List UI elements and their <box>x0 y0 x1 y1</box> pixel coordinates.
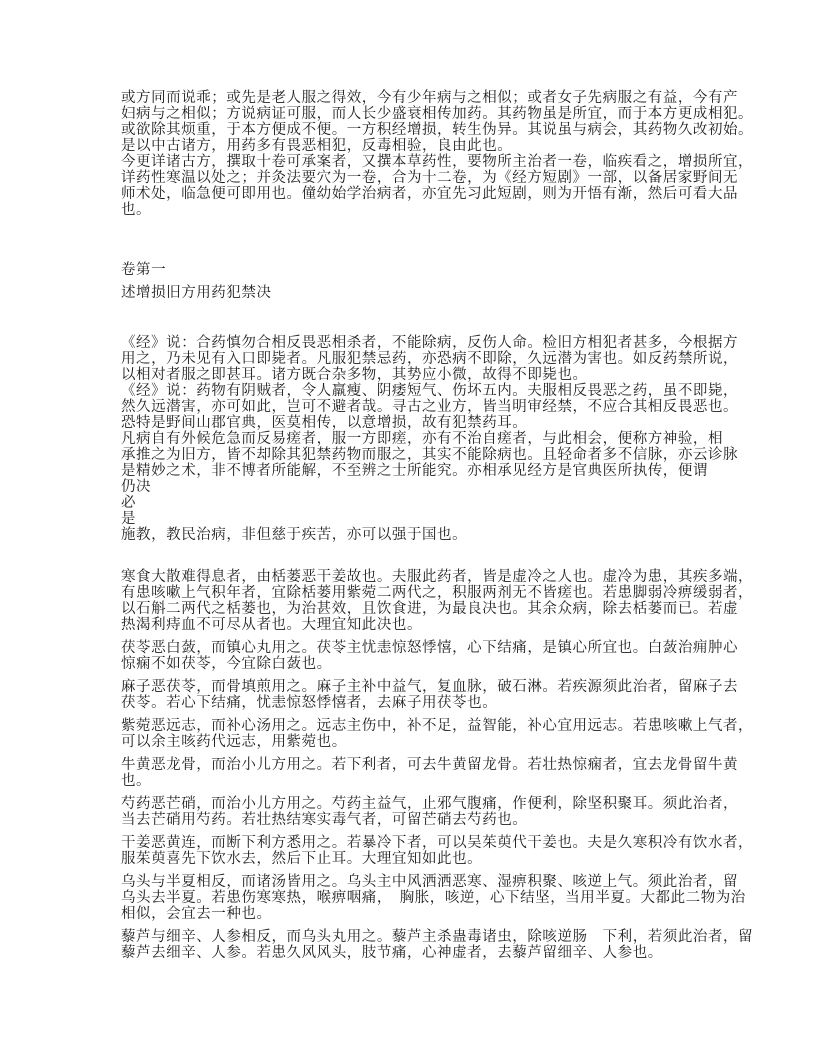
text-line: 以石斛二两代之栝蒌也，为治甚效，且饮食进，为最良决也。其余众病，除去栝蒌而已。若虚 <box>121 601 739 617</box>
text-line: 乌头与半夏相反，而诸汤皆用之。乌头主中风洒洒恶寒、湿痹积聚、咳逆上气。须此治者，留 <box>121 874 739 890</box>
text-line: 承推之为旧方，皆不却除其犯禁药物而服之，其实不能除病也。且轻命者多不信脉，亦云诊脉 <box>121 447 739 463</box>
spacer <box>121 750 747 757</box>
hanshi-dasan-paragraph <box>121 569 754 633</box>
spacer <box>121 867 747 874</box>
text-line: 详药性寒温以处之；并灸法要穴为一卷，合为十二卷，为《经方短剧》一部，以备居家野间无 <box>121 170 739 186</box>
text-line: 热渴利痔血不可尽从者也。大理宜知此决也。 <box>121 617 422 633</box>
lilu-paragraph <box>121 929 754 961</box>
text-line: 芍药恶芒硝，而治小儿方用之。芍药主益气，止邪气腹痛，作便利，除坚积聚耳。须此治者， <box>121 796 739 812</box>
volume-heading <box>121 262 747 278</box>
text-line: 也。 <box>121 202 152 218</box>
text-line: 也。 <box>121 773 152 789</box>
text-line: 紫菀恶远志，而补心汤用之。远志主伤中，补不足，益智能，补心宜用远志。若患咳嗽上气者， <box>121 718 754 734</box>
spacer <box>121 922 747 929</box>
text-line: 恐特是野间山郡官典，医莫相传，以意增损，故有犯禁药耳。 <box>121 415 528 431</box>
text-line: 牛黄恶龙骨，而治小儿方用之。若下利者，可去牛黄留龙骨。若壮热惊痫者，宜去龙骨留牛黄 <box>121 757 739 773</box>
spacer <box>121 828 747 835</box>
text-line: 妇病与之相似；方说病证可服，而人长少盛衰相传加药。其药物虽是所宜，而于本方更成相犯。 <box>121 106 754 122</box>
text-line: 以相对者服之即甚耳。诸方既合杂多物，其势应小微，故得不即毙也。 <box>121 367 588 383</box>
spacer <box>121 218 747 262</box>
text-line: 茯苓。若心下结痛，忧恚惊怒悸憘者，去麻子用茯苓也。 <box>121 695 498 711</box>
ziwan-paragraph <box>121 718 754 750</box>
text-line: 是 <box>121 511 137 527</box>
spacer <box>121 711 747 718</box>
text-line: 述增损旧方用药犯禁决 <box>121 285 272 301</box>
text-line: 茯苓恶白蔹，而镇心丸用之。茯苓主忧恚惊怒悸憘，心下结痛，是镇心所宜也。白蔹治痈肿心 <box>121 640 739 656</box>
text-line: 是以中古诸方，用药多有畏恶相犯，反毒相验，良由此也。 <box>121 138 513 154</box>
mazi-paragraph <box>121 679 747 711</box>
chapter-title <box>121 285 747 301</box>
text-line: 相似，会宜去一种也。 <box>121 906 272 922</box>
text-line: 乌头去半夏。若患伤寒寒热，喉痹咽痛， 胸胀，咳逆，心下结坚，当用半夏。大都此二物为治 <box>121 890 746 906</box>
text-line: 必 <box>121 495 137 511</box>
text-line: 可以余主咳药代远志，用紫菀也。 <box>121 734 347 750</box>
jing-shuo-paragraph-1 <box>121 335 747 383</box>
text-line: 麻子恶茯苓，而骨填煎用之。麻子主补中益气，复血脉，破石淋。若疾源须此治者，留麻子去 <box>121 679 739 695</box>
text-line: 施教，教民治病，非但慈于疾苦，亦可以强于国也。 <box>121 527 468 543</box>
text-line: 惊痫不如茯苓，今宜除白蔹也。 <box>121 656 332 672</box>
text-line: 《经》说：药物有阴贼者，令人羸瘦、阴痿短气、伤坏五内。夫服相反畏恶之药，虽不即毙， <box>121 383 739 399</box>
text-line: 藜芦去细辛、人参。若患久风风头，肢节痛，心神虚者，去藜芦留细辛、人参也。 <box>121 945 663 961</box>
text-line: 卷第一 <box>121 262 167 278</box>
jing-shuo-paragraph-2 <box>121 383 747 431</box>
text-line: 干姜恶黄连，而断下利方悉用之。若暴冷下者，可以吴茱萸代干姜也。夫是久寒积冷有饮水者， <box>121 835 754 851</box>
text-line: 然久远潜害，亦可如此，岂可不避者哉。寻古之业方，皆当明审经禁，不应合其相反畏恶也。 <box>121 399 739 415</box>
document-text-area <box>121 90 754 961</box>
shaoyao-paragraph <box>121 796 747 828</box>
text-line: 有患咳嗽上气积年者，宜除栝蒌用紫菀二两代之，积服两剂无不皆瘥也。若患脚弱冷痹缓弱者， <box>121 585 754 601</box>
text-line: 当去芒硝用芍药。若壮热结寒实毒气者，可留芒硝去芍药也。 <box>121 812 528 828</box>
spacer <box>121 672 747 679</box>
text-line: 仍决 <box>121 479 152 495</box>
niuhuang-paragraph <box>121 757 747 789</box>
spacer <box>121 278 747 285</box>
text-line: 或欲除其烦重，于本方便成不便。一方积经增损，转生伪异。其说虽与病会，其药物久改初始。 <box>121 122 754 138</box>
text-line: 藜芦与细辛、人参相反，而乌头丸用之。藜芦主杀蛊毒诸虫，除咳逆肠 下利，若须此治者，留 <box>121 929 754 945</box>
text-line: 服茱萸喜先下饮水去，然后下止耳。大理宜知如此也。 <box>121 851 483 867</box>
text-line: 师术处，临急便可即用也。僮幼始学治病者，亦宜先习此短剧，则为开悟有渐，然后可看大品 <box>121 186 739 202</box>
wutou-paragraph <box>121 874 747 922</box>
fuling-paragraph <box>121 640 747 672</box>
spacer <box>121 633 747 640</box>
text-line: 用之，乃未见有入口即毙者。凡服犯禁忌药，亦恐病不即除，久远潜为害也。如反药禁所说， <box>121 351 739 367</box>
ganjiang-paragraph <box>121 835 754 867</box>
spacer <box>121 789 747 796</box>
text-line: 或方同而说乖；或先是老人服之得效，今有少年病与之相似；或者女子先病服之有益，今有产 <box>121 90 739 106</box>
preface-paragraph <box>121 90 754 218</box>
fan-bing-paragraph <box>121 431 747 543</box>
text-line: 寒食大散难得息者，由栝蒌恶干姜故也。夫服此药者，皆是虚冷之人也。虚冷为患，其疾多端， <box>121 569 754 585</box>
text-line: 是精妙之术，非不博者所能解，不至辨之士所能究。亦相承见经方是官典医所执传，便谓 <box>121 463 708 479</box>
spacer <box>121 543 747 569</box>
spacer <box>121 301 747 335</box>
text-line: 《经》说：合药慎勿合相反畏恶相杀者，不能除病，反伤人命。检旧方相犯者甚多，今根据方 <box>121 335 739 351</box>
text-line: 凡病自有外候危急而反易瘥者，服一方即瘥，亦有不治自瘥者，与此相会，便称方神验，相 <box>121 431 723 447</box>
text-line: 今更详诸古方，撰取十卷可承案者，又撰本草药性，要物所主治者一卷，临疾看之，增损所宜， <box>121 154 754 170</box>
